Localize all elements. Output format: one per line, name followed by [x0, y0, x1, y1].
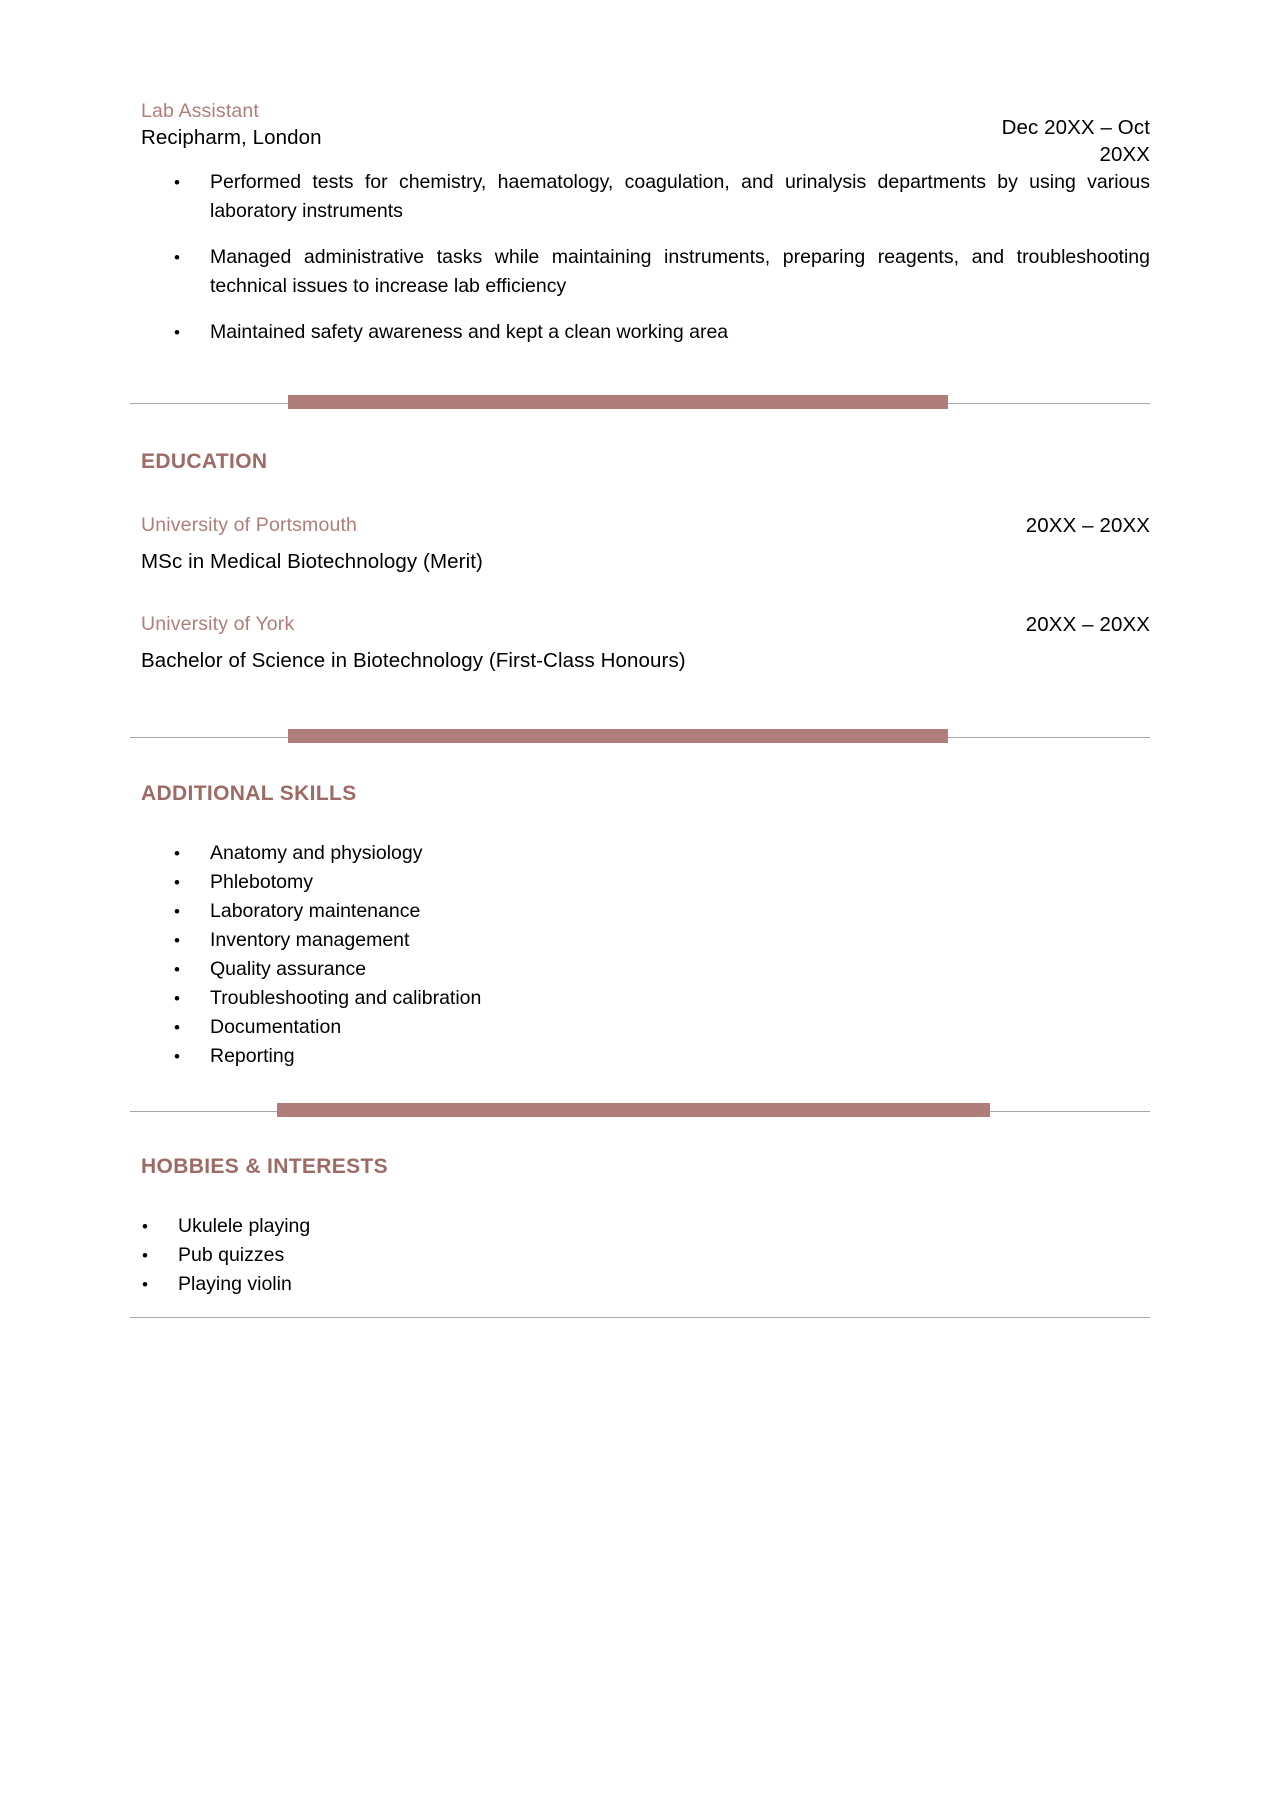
section-divider: [130, 1103, 1150, 1117]
education-date-range: 20XX – 20XX: [1025, 514, 1150, 537]
list-item: • Quality assurance: [130, 955, 1150, 984]
list-item: • Performed tests for chemistry, haematology, coagulation, and urinalysis departments by using various laboratory instruments: [130, 168, 1150, 226]
list-item: • Laboratory maintenance: [130, 897, 1150, 926]
experience-entry-header: [130, 98, 1150, 168]
list-item: • Maintained safety awareness and kept a clean working area: [130, 318, 1150, 347]
closing-rule: [130, 1317, 1150, 1318]
section-heading-education: EDUCATION: [141, 450, 268, 473]
section-divider: [130, 395, 1150, 409]
job-company-location: Recipharm, London: [141, 126, 322, 149]
list-item: • Ukulele playing: [130, 1212, 1150, 1241]
hobbies-bullet-list: [130, 1212, 1150, 1299]
list-item: • Managed administrative tasks while maintaining instruments, preparing reagents, and troubleshooting technical issues to increase lab efficiency: [130, 243, 1150, 301]
education-entry-identity: [130, 611, 950, 674]
education-entry: [130, 512, 1150, 575]
list-item: • Phlebotomy: [130, 868, 1150, 897]
section-heading-hobbies-interests: HOBBIES & INTERESTS: [141, 1155, 389, 1178]
education-date-range: 20XX – 20XX: [1025, 613, 1150, 636]
skills-bullet-list: [130, 839, 1150, 1071]
divider-accent-bar: [277, 1103, 990, 1117]
experience-entry-identity: [130, 98, 322, 151]
section-heading-additional-skills: ADDITIONAL SKILLS: [141, 782, 357, 805]
education-degree: MSc in Medical Biotechnology (Merit): [141, 550, 483, 573]
experience-bullet-list: [130, 168, 1150, 347]
list-item: • Inventory management: [130, 926, 1150, 955]
education-school: University of Portsmouth: [141, 514, 358, 536]
resume-content: [130, 0, 1150, 1318]
section-divider: [130, 729, 1150, 743]
job-title: Lab Assistant: [141, 100, 259, 122]
divider-accent-bar: [288, 395, 948, 409]
education-school: University of York: [141, 613, 295, 635]
list-item: • Playing violin: [130, 1270, 1150, 1299]
divider-accent-bar: [288, 729, 948, 743]
list-item: • Reporting: [130, 1042, 1150, 1071]
education-degree: Bachelor of Science in Biotechnology (First-Class Honours): [141, 649, 686, 672]
job-date-range: Dec 20XX – Oct 20XX: [1001, 116, 1150, 166]
list-item: • Anatomy and physiology: [130, 839, 1150, 868]
education-entry-identity: [130, 512, 950, 575]
list-item: • Troubleshooting and calibration: [130, 984, 1150, 1013]
education-entry: [130, 611, 1150, 674]
list-item: • Documentation: [130, 1013, 1150, 1042]
list-item: • Pub quizzes: [130, 1241, 1150, 1270]
